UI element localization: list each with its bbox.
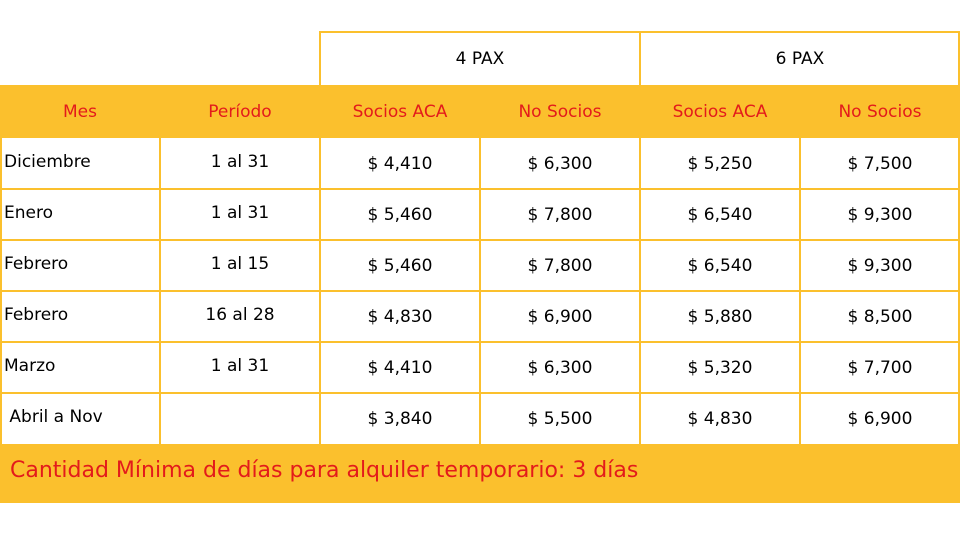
table-cell-price: $ 7,700 bbox=[847, 357, 913, 378]
grid-line bbox=[319, 31, 321, 85]
column-header-no-socios-6pax: No Socios bbox=[838, 101, 922, 122]
table-cell-price: $ 6,300 bbox=[527, 357, 593, 378]
table-cell-period bbox=[160, 393, 320, 444]
table-cell-price: $ 7,800 bbox=[527, 255, 593, 276]
column-header-no-socios-4pax: No Socios bbox=[518, 101, 602, 122]
table-cell-price: $ 7,500 bbox=[847, 153, 913, 174]
table-cell-price: $ 5,500 bbox=[527, 408, 593, 429]
table-cell-price: $ 5,250 bbox=[687, 153, 753, 174]
table-cell-price: $ 5,460 bbox=[367, 204, 433, 225]
table-cell-price: $ 5,880 bbox=[687, 306, 753, 327]
grid-line bbox=[0, 341, 960, 343]
table-cell-month: Diciembre bbox=[4, 152, 91, 172]
table-cell-price: $ 5,320 bbox=[687, 357, 753, 378]
table-cell-month: Abril a Nov bbox=[4, 407, 103, 427]
table-cell-price: $ 8,500 bbox=[847, 306, 913, 327]
table-cell-price: $ 4,830 bbox=[687, 408, 753, 429]
grid-line bbox=[0, 188, 960, 190]
table-cell-price: $ 4,830 bbox=[367, 306, 433, 327]
grid-line bbox=[0, 290, 960, 292]
table-cell-price: $ 6,540 bbox=[687, 204, 753, 225]
table-cell-month: Febrero bbox=[4, 305, 69, 325]
column-header-mes: Mes bbox=[63, 101, 97, 122]
table-cell-price: $ 4,410 bbox=[367, 153, 433, 174]
table-cell-price: $ 9,300 bbox=[847, 204, 913, 225]
group-header-4pax: 4 PAX bbox=[455, 48, 505, 69]
table-cell-price: $ 9,300 bbox=[847, 255, 913, 276]
table-cell-month: Enero bbox=[4, 203, 53, 223]
column-header-periodo: Período bbox=[208, 101, 272, 122]
table-cell-period: 1 al 31 bbox=[210, 356, 270, 376]
table-cell-period: 1 al 15 bbox=[210, 254, 270, 274]
table-cell-price: $ 4,410 bbox=[367, 357, 433, 378]
table-cell-period: 16 al 28 bbox=[205, 305, 275, 325]
grid-line bbox=[639, 31, 641, 85]
table-cell-month: Marzo bbox=[4, 356, 56, 376]
column-header-socios-aca-6pax: Socios ACA bbox=[672, 101, 768, 122]
table-cell-period: 1 al 31 bbox=[210, 152, 270, 172]
footer-note: Cantidad Mínima de días para alquiler temporario: 3 días bbox=[10, 458, 639, 483]
table-cell-period: 1 al 31 bbox=[210, 203, 270, 223]
table-cell-price: $ 3,840 bbox=[367, 408, 433, 429]
table-cell-price: $ 6,900 bbox=[527, 306, 593, 327]
grid-line bbox=[0, 239, 960, 241]
table-cell-price: $ 6,540 bbox=[687, 255, 753, 276]
table-cell-price: $ 6,900 bbox=[847, 408, 913, 429]
column-header-socios-aca-4pax: Socios ACA bbox=[352, 101, 448, 122]
table-cell-price: $ 7,800 bbox=[527, 204, 593, 225]
grid-line bbox=[0, 392, 960, 394]
table-cell-price: $ 6,300 bbox=[527, 153, 593, 174]
group-header-6pax: 6 PAX bbox=[775, 48, 825, 69]
table-cell-month: Febrero bbox=[4, 254, 69, 274]
table-cell-price: $ 5,460 bbox=[367, 255, 433, 276]
